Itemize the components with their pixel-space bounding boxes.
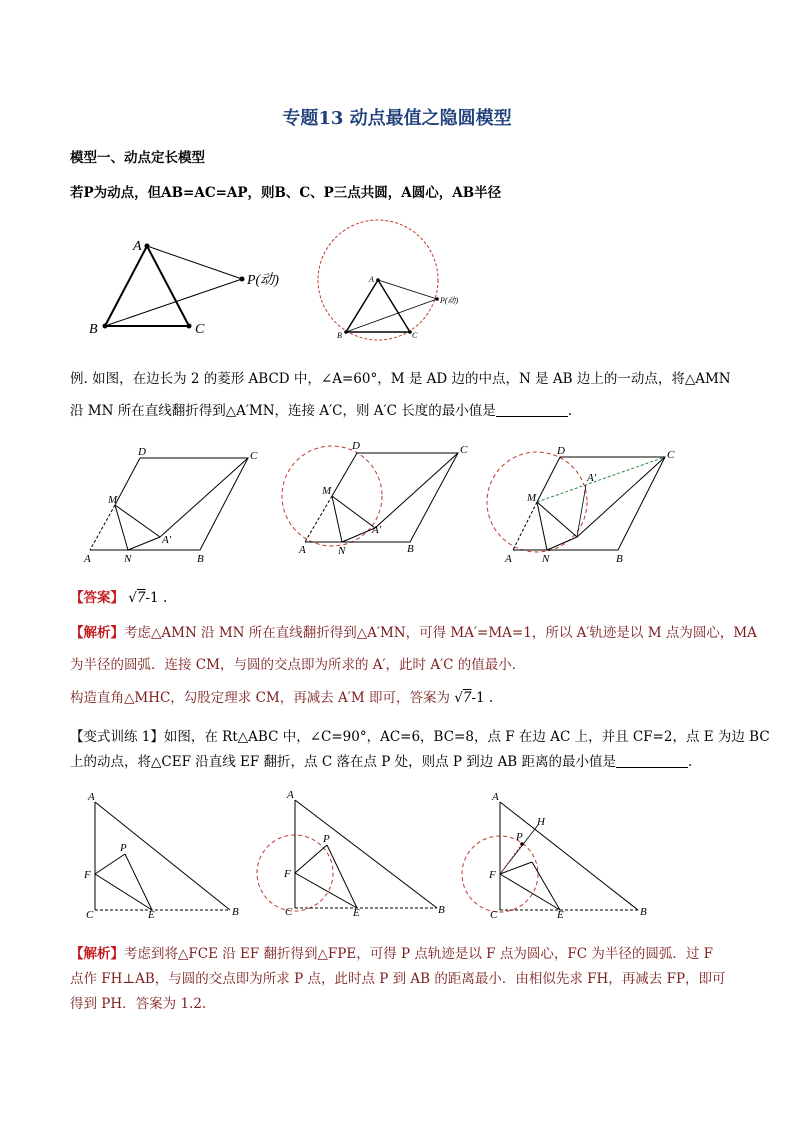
rhombus3-label-A: A bbox=[505, 553, 512, 565]
label-C: C bbox=[195, 322, 205, 337]
tri3-label-P: P bbox=[516, 831, 523, 843]
answer-blank bbox=[496, 402, 568, 417]
answer-blank-2 bbox=[616, 753, 688, 768]
tri1-label-E: E bbox=[148, 909, 155, 921]
label-B: B bbox=[89, 322, 98, 337]
analysis1-line-1: 【解析】考虑△AMN 沿 MN 所在直线翻折得到△A′MN，可得 MA′=MA=1，所以 A′轨迹是以 M 点为圆心，MA bbox=[70, 625, 757, 641]
tri2-label-E: E bbox=[353, 907, 360, 919]
rhombus2-label-A1: A′ bbox=[372, 524, 382, 536]
rhombus-label-A1: A′ bbox=[162, 534, 172, 546]
rhombus-label-M: M bbox=[108, 494, 118, 506]
rhombus2-label-D: D bbox=[352, 440, 360, 452]
tri3-label-F: F bbox=[489, 869, 496, 881]
model-figure-triangle bbox=[85, 238, 305, 338]
tri1-label-F: F bbox=[84, 869, 91, 881]
analysis2-line-3: 得到 PH．答案为 1.2. bbox=[70, 996, 207, 1012]
rhombus-figure-3 bbox=[485, 445, 685, 570]
analysis2-line-2: 点作 FH⊥AB，与圆的交点即为所求 P 点，此时点 P 到 AB 的距离最小．由相似先求 FH，再减去 FP，即可 bbox=[70, 971, 726, 987]
rhombus2-label-B: B bbox=[407, 543, 414, 555]
tri2-label-C: C bbox=[285, 906, 293, 918]
rhombus3-label-N: N bbox=[542, 553, 550, 565]
page-title: 专题13 动点最值之隐圆模型 bbox=[282, 108, 512, 129]
tri3-label-A: A bbox=[492, 791, 499, 803]
analysis1-line-3: 构造直角△MHC，勾股定理求 CM，再减去 A′M 即可，答案为 √7-1 . bbox=[70, 690, 494, 706]
rhombus2-label-A: A bbox=[299, 544, 306, 556]
triangle-figure-3 bbox=[480, 790, 655, 920]
rhombus3-label-D: D bbox=[557, 445, 565, 457]
tri3-label-C: C bbox=[490, 909, 498, 921]
rhombus-label-B: B bbox=[197, 553, 204, 565]
rhombus3-label-A1: A′ bbox=[587, 472, 597, 484]
label-C-small: C bbox=[412, 331, 418, 340]
analysis2-line-1: 【解析】考虑到将△FCE 沿 EF 翻折得到△FPE，可得 P 点轨迹是以 F 点为圆心，FC 为半径的圆弧．过 F bbox=[70, 946, 713, 962]
model-figure-circle bbox=[312, 222, 459, 344]
section-heading: 模型一、动点定长模型 bbox=[70, 150, 205, 166]
tri2-label-A: A bbox=[287, 789, 294, 801]
rhombus-label-N: N bbox=[124, 553, 132, 565]
rhombus3-label-M: M bbox=[527, 492, 537, 504]
rhombus2-label-C: C bbox=[460, 444, 468, 456]
rhombus-figure-1 bbox=[80, 445, 270, 570]
sqrt-symbol: √7 bbox=[128, 590, 146, 606]
rhombus3-label-B: B bbox=[616, 553, 623, 565]
model-statement: 若P为动点，但AB=AC=AP，则B、C、P三点共圆，A圆心，AB半径 bbox=[70, 185, 502, 201]
label-P-small: P(动) bbox=[440, 296, 459, 305]
answer-line: 【答案】 √7-1 . bbox=[70, 590, 168, 606]
tri1-label-C: C bbox=[86, 909, 94, 921]
tri2-label-P: P bbox=[323, 833, 330, 845]
tri1-label-B: B bbox=[232, 906, 239, 918]
analysis1-line-2: 为半径的圆弧．连接 CM，与圆的交点即为所求的 A′，此时 A′C 的值最小． bbox=[70, 657, 526, 673]
triangle-figure-1 bbox=[80, 790, 250, 920]
tri3-label-H: H bbox=[537, 816, 545, 828]
variant-line-1: 【变式训练 1】如图，在 Rt△ABC 中，∠C=90°，AC=6，BC=8，点 F 在边 AC 上，并且 CF=2，点 E 为边 BC bbox=[70, 729, 770, 745]
label-A: A bbox=[133, 239, 142, 254]
triangle-figure-2 bbox=[277, 785, 452, 919]
rhombus-label-D: D bbox=[138, 446, 146, 458]
rhombus-figure-2 bbox=[280, 440, 480, 565]
example-line-1: 例. 如图，在边长为 2 的菱形 ABCD 中，∠A=60°，M 是 AD 边的中点，N 是 AB 边上的一动点，将△AMN bbox=[70, 371, 731, 387]
label-P: P(动) bbox=[247, 273, 279, 288]
tri3-label-B: B bbox=[640, 906, 647, 918]
tri3-label-E: E bbox=[557, 909, 564, 921]
tri2-label-F: F bbox=[284, 868, 291, 880]
tri1-label-A: A bbox=[88, 791, 95, 803]
label-A-small: A bbox=[369, 275, 374, 284]
example-line-2: 沿 MN 所在直线翻折得到△A′MN，连接 A′C，则 A′C 长度的最小值是 . bbox=[70, 403, 573, 419]
rhombus-label-C: C bbox=[250, 450, 258, 462]
rhombus2-label-N: N bbox=[338, 545, 346, 557]
rhombus2-label-M: M bbox=[322, 485, 332, 497]
rhombus3-label-C: C bbox=[667, 449, 675, 461]
rhombus-label-A: A bbox=[84, 553, 91, 565]
variant-line-2: 上的动点，将△CEF 沿直线 EF 翻折，点 C 落在点 P 处，则点 P 到边 AB 距离的最小值是 . bbox=[70, 754, 693, 770]
tri2-label-B: B bbox=[438, 904, 445, 916]
tri1-label-P: P bbox=[120, 842, 127, 854]
label-B-small: B bbox=[337, 331, 342, 340]
